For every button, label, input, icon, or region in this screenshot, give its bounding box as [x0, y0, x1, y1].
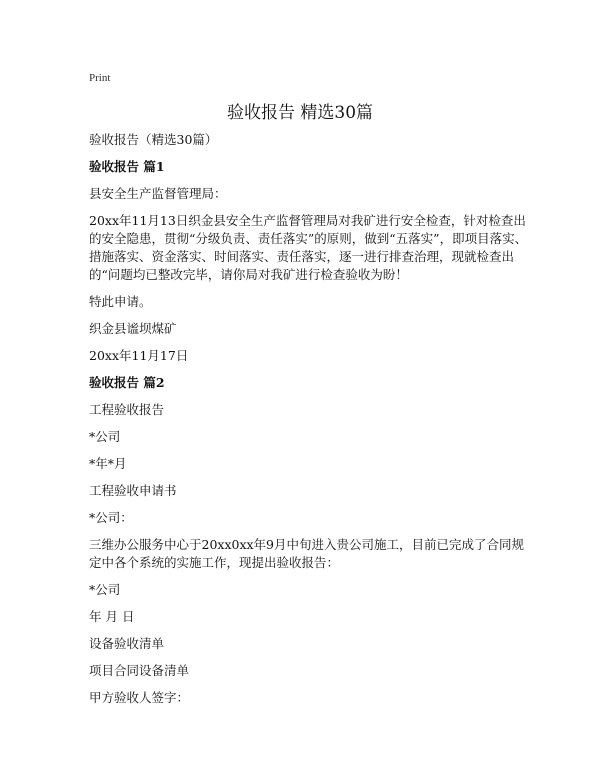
text-line: 工程验收申请书: [89, 483, 177, 498]
text-line: 年 月 日: [89, 609, 135, 624]
section-heading: 验收报告 篇1: [89, 159, 165, 174]
text-line: *公司：: [89, 510, 133, 525]
section-heading: 验收报告 篇2: [89, 375, 165, 390]
page-title: 验收报告 精选30篇: [226, 103, 374, 123]
signature-line: 织金县谧坝煤矿: [89, 321, 177, 336]
text-line: *公司: [89, 429, 121, 444]
closing-line: 特此申请。: [89, 294, 152, 309]
date-line: 20xx年11月17日: [89, 348, 189, 363]
document-subtitle: 验收报告（精选30篇）: [89, 132, 218, 147]
text-line: 设备验收清单: [89, 636, 165, 651]
text-line: 工程验收报告: [89, 402, 165, 417]
text-line: 甲方验收人签字：: [89, 690, 190, 705]
salutation: 县安全生产监督管理局：: [89, 186, 227, 201]
text-line: 项目合同设备清单: [89, 663, 190, 678]
text-line: *年*月: [89, 456, 127, 471]
body-paragraph: 三维办公服务中心于20xx0xx年9月中旬进入贵公司施工，目前已完成了合同规定中各个系统的实施工作，现提出验收报告：: [89, 537, 525, 570]
document-body: [89, 131, 529, 716]
body-paragraph: 20xx年11月13日织金县安全生产监督管理局对我矿进行安全检查，针对检查出的安全隐患，贯彻“分级负责、责任落实”的原则，做到“五落实”，即项目落实、措施落实、资金落实、时间落实、责任落实，逐一进行排查治理，现就检查出的“问题均已整改完毕，请你局对我矿进行检查验收为盼！: [89, 213, 528, 282]
text-line: *公司: [89, 582, 121, 597]
print-label: Print: [89, 72, 111, 84]
